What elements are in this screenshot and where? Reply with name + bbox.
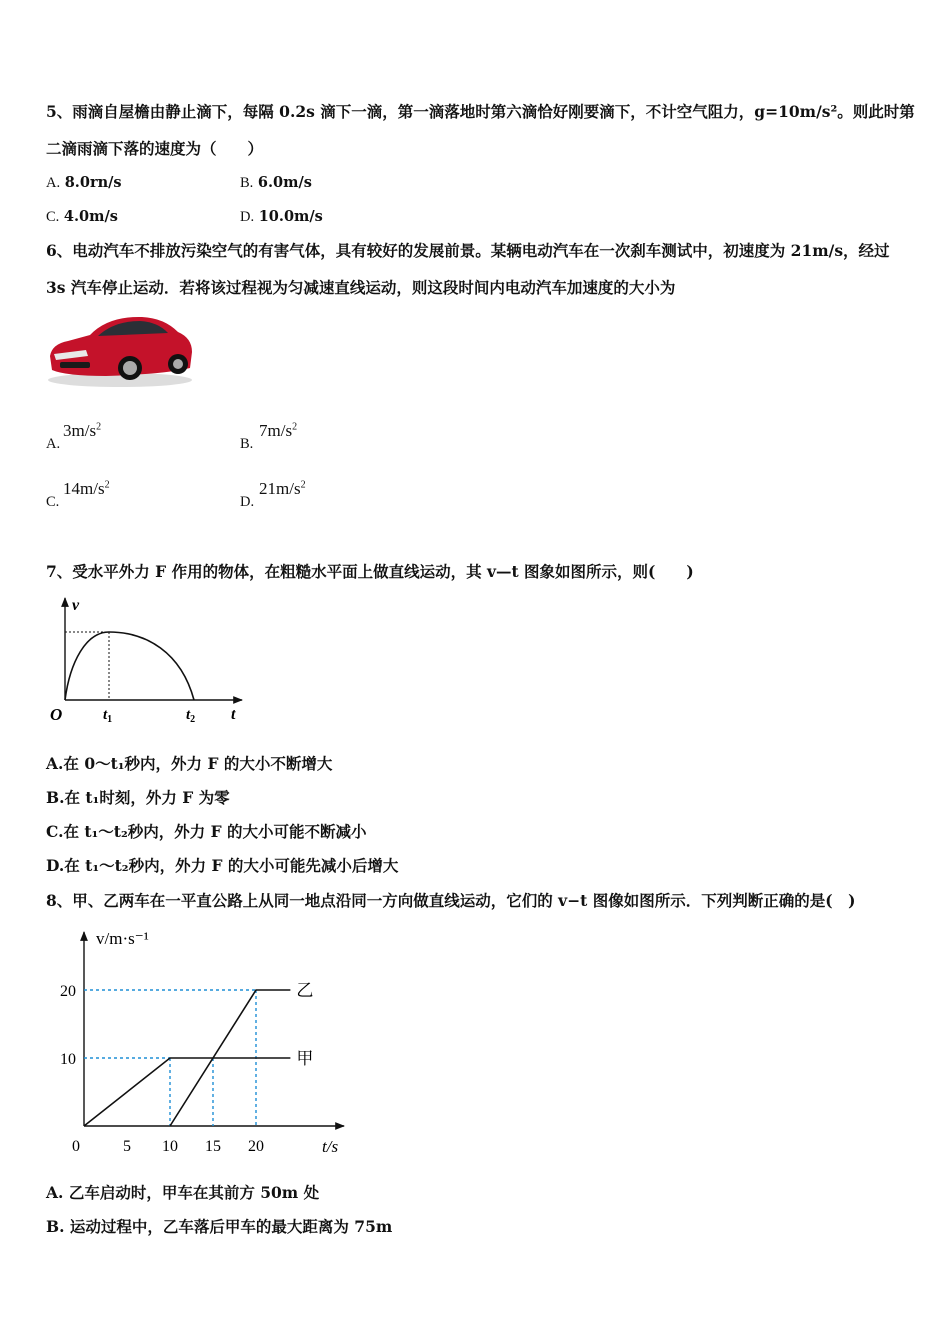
q5-option-d[interactable]: D. 10.0m/s — [240, 208, 323, 225]
q8-series-label-0: 甲 — [296, 1049, 314, 1068]
q7-origin-label: O — [50, 705, 63, 724]
q7-x-label: t — [231, 706, 236, 723]
q8-stem: 8、甲、乙两车在一平直公路上从同一地点沿同一方向做直线运动，它们的 v−t 图像如图所示．下列判断正确的是( ) — [46, 891, 856, 910]
q5-stem-line1: 5、雨滴自屋檐由静止滴下，每隔 0.2s 滴下一滴，第一滴落地时第六滴恰好刚要滴下，不计空气阻力，g=10m/s²。则此时第 — [46, 102, 915, 121]
q8-series-label-1: 乙 — [296, 981, 314, 1000]
q6-option-c[interactable]: C. — [46, 494, 60, 510]
q5-option-c[interactable]: C. 4.0m/s — [46, 208, 118, 225]
q7-stem: 7、受水平外力 F 作用的物体，在粗糙水平面上做直线运动，其 v—t 图象如图所示，则( ) — [46, 562, 694, 581]
q7-curve — [65, 632, 194, 700]
q8-vt-chart — [46, 924, 356, 1160]
q7-t1-label: $t_1$ — [103, 707, 113, 725]
q8-series-line-0 — [84, 1058, 290, 1126]
q5-option-b[interactable]: B. 6.0m/s — [240, 174, 312, 191]
q6-stem-line2: 3s 汽车停止运动．若将该过程视为匀减速直线运动，则这段时间内电动汽车加速度的大小为 — [46, 278, 676, 297]
q8-x-tick-0: 0 — [72, 1138, 80, 1155]
q8-x-axis-label: t/s — [322, 1137, 339, 1156]
q5-option-a[interactable]: A. 8.0rn/s — [46, 174, 122, 191]
q8-x-tick-10: 10 — [162, 1138, 178, 1155]
q7-option-b[interactable]: B.在 t₁时刻，外力 F 为零 — [46, 788, 230, 807]
q7-t2-label: $t_2$ — [186, 707, 196, 725]
q7-y-label: v — [72, 597, 80, 614]
q8-y-tick-20: 20 — [60, 983, 76, 1000]
q7-option-a[interactable]: A.在 0～t₁秒内，外力 F 的大小不断增大 — [46, 754, 333, 773]
q8-x-tick-15: 15 — [205, 1138, 221, 1155]
q6-option-b-value: $7m/s^2$ — [259, 421, 298, 440]
q8-y-tick-10: 10 — [60, 1051, 76, 1068]
q8-y-axis-label: v/m·s⁻¹ — [96, 929, 149, 948]
q7-vt-graph — [46, 592, 252, 726]
q6-option-a-value: $3m/s^2$ — [63, 421, 102, 440]
q6-option-c-value: $14m/s^2$ — [63, 479, 110, 498]
q5-stem-line2: 二滴雨滴下落的速度为（ ） — [46, 139, 264, 158]
q8-x-tick-20: 20 — [248, 1138, 264, 1155]
q8-x-tick-5: 5 — [123, 1138, 131, 1155]
q7-option-c[interactable]: C.在 t₁～t₂秒内，外力 F 的大小可能不断减小 — [46, 822, 367, 841]
q6-option-b[interactable]: B. — [240, 436, 254, 452]
q6-option-d-value: $21m/s^2$ — [259, 479, 306, 498]
q6-stem-line1: 6、电动汽车不排放污染空气的有害气体，具有较好的发展前景。某辆电动汽车在一次刹车测试中，初速度为 21m/s，经过 — [46, 241, 890, 260]
q8-option-a[interactable]: A. 乙车启动时，甲车在其前方 50m 处 — [46, 1183, 320, 1202]
q8-option-b[interactable]: B. 运动过程中，乙车落后甲车的最大距离为 75m — [46, 1217, 393, 1236]
q6-option-d[interactable]: D. — [240, 494, 255, 510]
q6-option-a[interactable]: A. — [46, 436, 61, 452]
q7-option-d[interactable]: D.在 t₁～t₂秒内，外力 F 的大小可能先减小后增大 — [46, 856, 399, 875]
car-image — [46, 308, 194, 390]
